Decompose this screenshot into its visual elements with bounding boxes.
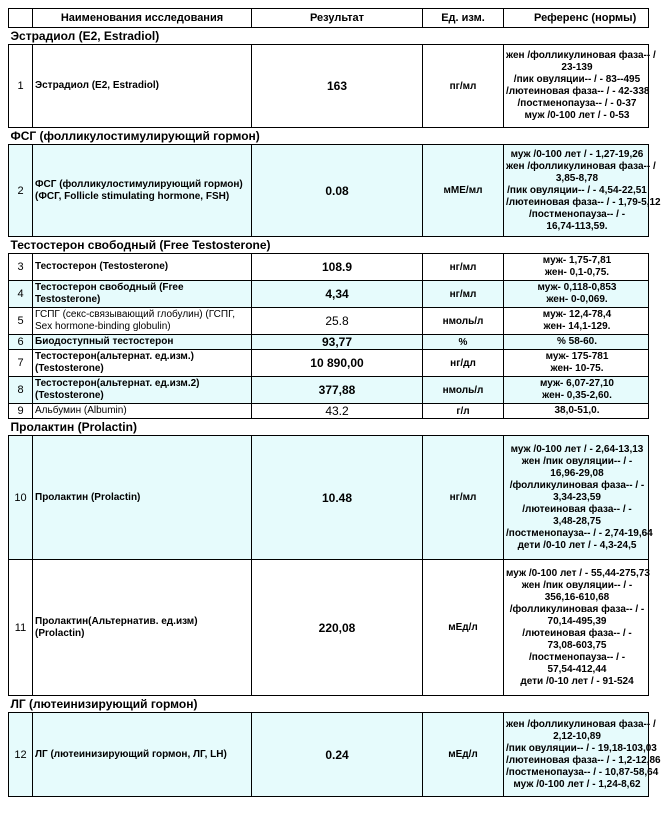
table-row (9, 145, 649, 237)
section-title: ЛГ (лютеинизирующий гормон) (9, 696, 649, 713)
test-unit: нг/мл (423, 281, 504, 308)
test-name: ГСПГ (секс-связывающий глобулин) (ГСПГ, Sex hormone-binding globulin) (33, 308, 252, 335)
reference-line: 3,48-28,75 (553, 515, 601, 527)
row-number: 1 (9, 45, 33, 128)
reference-range (504, 436, 653, 560)
row-number: 5 (9, 308, 33, 335)
reference-line: 356,16-610,68 (544, 591, 610, 603)
row-number: 10 (9, 436, 33, 560)
reference-line: муж /0-100 лет / - 1,27-19,26 (510, 148, 644, 160)
test-result: 220,08 (252, 560, 423, 696)
reference-line: жен /фолликулиновая фаза-- / (506, 160, 656, 172)
test-name: ФСГ (фолликулостимулирующий гормон) (ФСГ, Follicle stimulating hormone, FSH) (33, 145, 252, 237)
reference-line: муж- 0,118-0,853 (537, 282, 617, 293)
section-title: Эстрадиол (E2, Estradiol) (9, 28, 649, 45)
test-name: Биодоступный тестостерон (33, 335, 252, 350)
test-result: 108.9 (252, 254, 423, 281)
test-unit: нг/дл (423, 350, 504, 377)
reference-line: жен /пик овуляции-- / - (521, 455, 633, 467)
header-unit: Ед. изм. (423, 9, 504, 28)
table-row (9, 254, 649, 281)
reference-line: жен /фолликулиновая фаза-- / (506, 50, 656, 61)
test-unit: пг/мл (423, 45, 504, 128)
table-row (9, 350, 649, 377)
header-row (9, 9, 649, 28)
reference-line: 23-139 (561, 62, 593, 73)
test-unit: нмоль/л (423, 308, 504, 335)
test-name: Тестостерон(альтернат. ед.изм.) (Testosterone) (33, 350, 252, 377)
table-row (9, 404, 649, 419)
test-unit: нг/мл (423, 254, 504, 281)
reference-line: /постменопауза-- / - 0-37 (517, 98, 637, 109)
test-name: Пролактин (Prolactin) (33, 436, 252, 560)
reference-line: дети /0-10 лет / - 4,3-24,5 (517, 539, 637, 551)
row-number: 4 (9, 281, 33, 308)
section-title: Пролактин (Prolactin) (9, 419, 649, 436)
test-result: 25.8 (252, 308, 423, 335)
table-row (9, 560, 649, 696)
reference-line: муж- 1,75-7,81 (542, 255, 612, 266)
reference-line: 70,14-495,39 (547, 615, 607, 627)
test-result: 0.08 (252, 145, 423, 237)
test-unit: нмоль/л (423, 377, 504, 404)
test-result: 93,77 (252, 335, 423, 350)
header-number (9, 9, 33, 28)
reference-range (504, 377, 649, 404)
reference-line: жен- 0,1-0,75. (544, 267, 610, 278)
row-number: 6 (9, 335, 33, 350)
table-row (9, 713, 649, 797)
reference-line: муж- 6,07-27,10 (540, 378, 614, 389)
reference-line: 2,12-10,89 (553, 730, 601, 742)
reference-range (504, 281, 649, 308)
results-body (9, 28, 661, 797)
reference-range (504, 308, 649, 335)
test-unit: мМЕ/мл (423, 145, 504, 237)
row-number: 7 (9, 350, 33, 377)
reference-line: 38,0-51,0. (554, 405, 600, 416)
section-header-row (9, 128, 649, 145)
reference-line: жен- 0,35-2,60. (542, 390, 612, 401)
reference-line: /лютеиновая фаза-- / - 1,79-5,12 (506, 196, 661, 208)
table-row (9, 45, 649, 128)
test-result: 0.24 (252, 713, 423, 797)
reference-line: 16,96-29,08 (550, 467, 604, 479)
reference-line: 73,08-603,75 (547, 639, 607, 651)
header-reference: Референс (нормы) (504, 9, 649, 28)
reference-line: /постменопауза-- / - 2,74-19,64 (506, 527, 653, 539)
section-title: Тестостерон свободный (Free Testosterone) (9, 237, 649, 254)
row-number: 8 (9, 377, 33, 404)
lab-results-sheet (8, 8, 661, 797)
reference-line: /пик овуляции-- / - 83--495 (513, 74, 641, 85)
reference-line: муж /0-100 лет / - 0-53 (524, 110, 630, 121)
row-number: 9 (9, 404, 33, 419)
reference-range (504, 335, 649, 350)
table-row (9, 436, 649, 560)
section-header-row (9, 28, 649, 45)
reference-line: муж- 12,4-78,4 (542, 309, 612, 320)
test-unit: нг/мл (423, 436, 504, 560)
test-result: 10.48 (252, 436, 423, 560)
reference-line: % 58-60. (556, 336, 598, 347)
test-name: Альбумин (Albumin) (33, 404, 252, 419)
row-number: 2 (9, 145, 33, 237)
test-unit: мЕд/л (423, 713, 504, 797)
reference-range (504, 145, 661, 237)
row-number: 11 (9, 560, 33, 696)
test-result: 377,88 (252, 377, 423, 404)
test-name: Пролактин(Альтернатив. ед.изм) (Prolactin) (33, 560, 252, 696)
reference-line: /постменопауза-- / - 10,87-58,64 (506, 766, 659, 778)
reference-line: 57,54-412,44 (547, 663, 607, 675)
test-unit: % (423, 335, 504, 350)
reference-line: жен /фолликулиновая фаза-- / (506, 718, 656, 730)
test-unit: мЕд/л (423, 560, 504, 696)
section-header-row (9, 237, 649, 254)
reference-line: муж- 175-781 (545, 351, 609, 362)
section-header-row (9, 696, 649, 713)
table-row (9, 335, 649, 350)
reference-range (504, 45, 656, 128)
reference-line: муж /0-100 лет / - 55,44-275,73 (506, 567, 650, 579)
reference-line: жен- 0-0,069. (546, 294, 608, 305)
test-name: Тестостерон свободный (Free Testosterone) (33, 281, 252, 308)
table-row (9, 308, 649, 335)
reference-line: жен- 10-75. (550, 363, 604, 374)
header-result: Результат (252, 9, 423, 28)
test-unit: г/л (423, 404, 504, 419)
reference-line: /постменопауза-- / - (528, 208, 626, 220)
reference-range (504, 713, 661, 797)
reference-line: муж /0-100 лет / - 2,64-13,13 (510, 443, 644, 455)
reference-line: /фолликулиновая фаза-- / - (509, 603, 645, 615)
reference-line: 3,85-8,78 (555, 172, 599, 184)
reference-range (504, 254, 649, 281)
test-result: 4,34 (252, 281, 423, 308)
test-name: Тестостерон(альтернат. ед.изм.2) (Testosterone) (33, 377, 252, 404)
table-row (9, 281, 649, 308)
reference-line: /фолликулиновая фаза-- / - (509, 479, 645, 491)
reference-line: 16,74-113,59. (546, 220, 608, 232)
reference-line: 3,34-23,59 (553, 491, 601, 503)
reference-line: жен- 14,1-129. (543, 321, 611, 332)
reference-line: /лютеиновая фаза-- / - (522, 503, 632, 515)
row-number: 12 (9, 713, 33, 797)
test-result: 43.2 (252, 404, 423, 419)
section-header-row (9, 419, 649, 436)
reference-line: /постменопауза-- / - (528, 651, 626, 663)
reference-line: /лютеиновая фаза-- / - 42-338 (506, 86, 650, 97)
test-name: Тестостерон (Testosterone) (33, 254, 252, 281)
test-result: 163 (252, 45, 423, 128)
reference-range (504, 560, 649, 696)
reference-range (504, 404, 649, 419)
row-number: 3 (9, 254, 33, 281)
reference-line: жен /пик овуляции-- / - (521, 579, 633, 591)
section-title: ФСГ (фолликулостимулирующий гормон) (9, 128, 649, 145)
table-row (9, 377, 649, 404)
test-result: 10 890,00 (252, 350, 423, 377)
reference-range (504, 350, 649, 377)
reference-line: /лютеиновая фаза-- / - 1,2-12,86 (506, 754, 661, 766)
reference-line: дети /0-10 лет / - 91-524 (520, 675, 634, 687)
test-name: ЛГ (лютеинизирующий гормон, ЛГ, LH) (33, 713, 252, 797)
header-test-name: Наименования исследования (33, 9, 252, 28)
reference-line: /пик овуляции-- / - 19,18-103,03 (506, 742, 657, 754)
results-table (8, 8, 661, 797)
reference-line: /лютеиновая фаза-- / - (522, 627, 632, 639)
reference-line: муж /0-100 лет / - 1,24-8,62 (513, 778, 641, 790)
reference-line: /пик овуляции-- / - 4,54-22,51 (507, 184, 647, 196)
test-name: Эстрадиол (E2, Estradiol) (33, 45, 252, 128)
